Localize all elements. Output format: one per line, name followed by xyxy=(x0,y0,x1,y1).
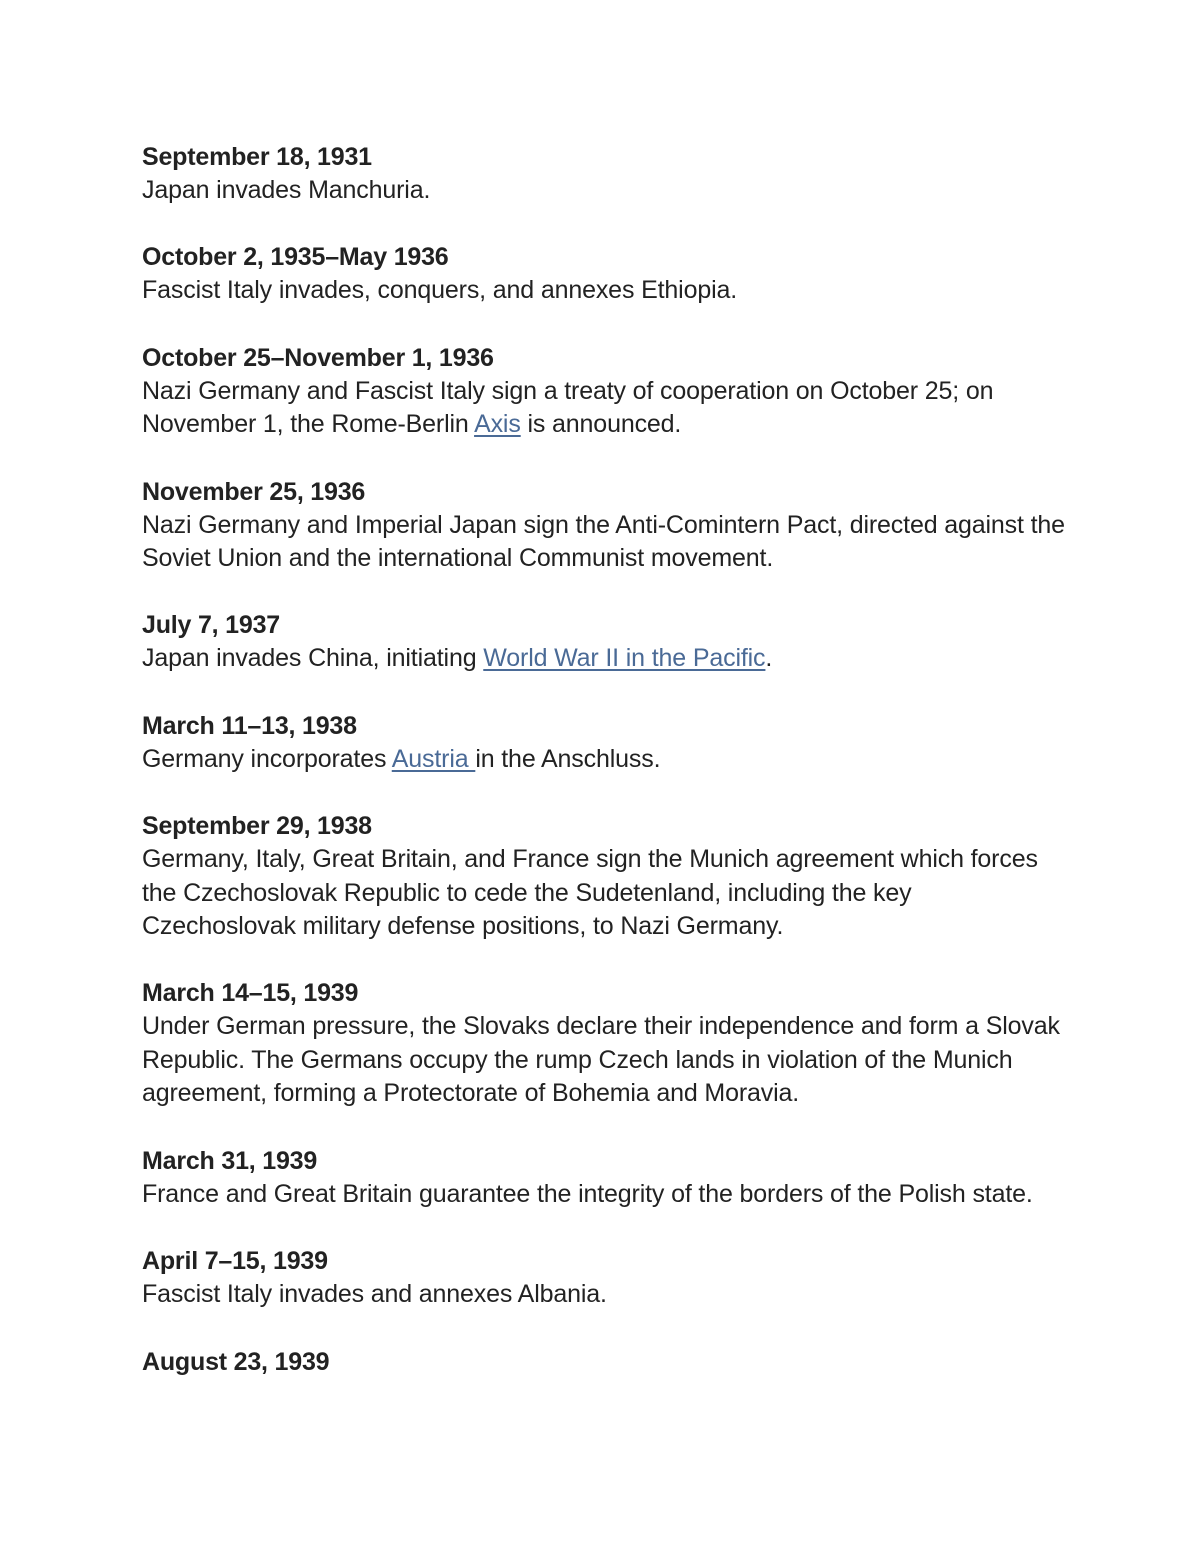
timeline-entry xyxy=(142,1345,1072,1379)
entry-date: October 2, 1935–May 1936 xyxy=(142,243,449,272)
entry-date: August 23, 1939 xyxy=(142,1347,330,1376)
austria-link[interactable]: Austria xyxy=(391,744,476,773)
entry-description xyxy=(142,1178,1072,1211)
entry-date: November 25, 1936 xyxy=(142,477,366,506)
description-text: Germany incorporates xyxy=(142,744,392,773)
description-text: Fascist Italy invades and annexes Albania. xyxy=(142,1280,607,1309)
entry-date: September 18, 1931 xyxy=(142,143,372,171)
timeline-entry xyxy=(142,240,1072,307)
timeline-entry xyxy=(142,475,1072,576)
entry-description xyxy=(142,843,1072,943)
entry-description xyxy=(142,375,1072,442)
description-text: Japan invades China, initiating xyxy=(142,644,484,673)
entry-date: March 14–15, 1939 xyxy=(142,979,359,1008)
timeline-entry xyxy=(142,608,1072,675)
description-text: . xyxy=(765,644,773,673)
description-text: Fascist Italy invades, conquers, and annexes Ethiopia. xyxy=(142,276,738,305)
entry-description xyxy=(142,274,1072,307)
axis-link[interactable]: Axis xyxy=(474,410,521,439)
timeline-entry xyxy=(142,1244,1072,1311)
entry-date: March 11–13, 1938 xyxy=(142,711,357,740)
entry-date: March 31, 1939 xyxy=(142,1146,318,1175)
timeline-entry xyxy=(142,1144,1072,1211)
world-war-ii-pacific-link[interactable]: World War II in the Pacific xyxy=(483,644,766,673)
description-text: Under German pressure, the Slovaks declare their independence and form a Slovak Republic. The Germans occupy the rump Czech lands in violation of the Munich agreement, forming a Protectorate of Bohemia and Moravia. xyxy=(142,1012,1060,1108)
timeline-entry xyxy=(142,341,1072,442)
timeline-entry xyxy=(142,709,1072,776)
timeline-entry xyxy=(142,140,1072,207)
entry-description xyxy=(142,509,1072,576)
entry-date: September 29, 1938 xyxy=(142,812,372,841)
entry-date: April 7–15, 1939 xyxy=(142,1247,328,1276)
description-text: Japan invades Manchuria. xyxy=(142,176,431,204)
description-text: is announced. xyxy=(520,410,682,439)
description-text: in the Anschluss. xyxy=(475,744,661,773)
description-text: Nazi Germany and Fascist Italy sign a treaty of cooperation on October 25; on November 1, the Rome-Berlin xyxy=(142,376,994,439)
entry-description xyxy=(142,1278,1072,1311)
entry-description xyxy=(142,642,1072,675)
entry-date: July 7, 1937 xyxy=(142,611,280,640)
entry-description xyxy=(142,1010,1072,1110)
entry-description xyxy=(142,174,1072,207)
description-text: Germany, Italy, Great Britain, and France sign the Munich agreement which forces the Czechoslovak Republic to cede the Sudetenland, including the key Czechoslovak military defense positions, to Nazi Germany. xyxy=(142,845,1038,941)
document-page xyxy=(142,140,1072,1412)
entry-description xyxy=(142,743,1072,776)
timeline-entry xyxy=(142,976,1072,1110)
entry-date: October 25–November 1, 1936 xyxy=(142,343,494,372)
description-text: France and Great Britain guarantee the integrity of the borders of the Polish state. xyxy=(142,1179,1033,1208)
timeline-entry xyxy=(142,809,1072,943)
description-text: Nazi Germany and Imperial Japan sign the Anti-Comintern Pact, directed against the Soviet Union and the international Communist movement. xyxy=(142,510,1065,573)
